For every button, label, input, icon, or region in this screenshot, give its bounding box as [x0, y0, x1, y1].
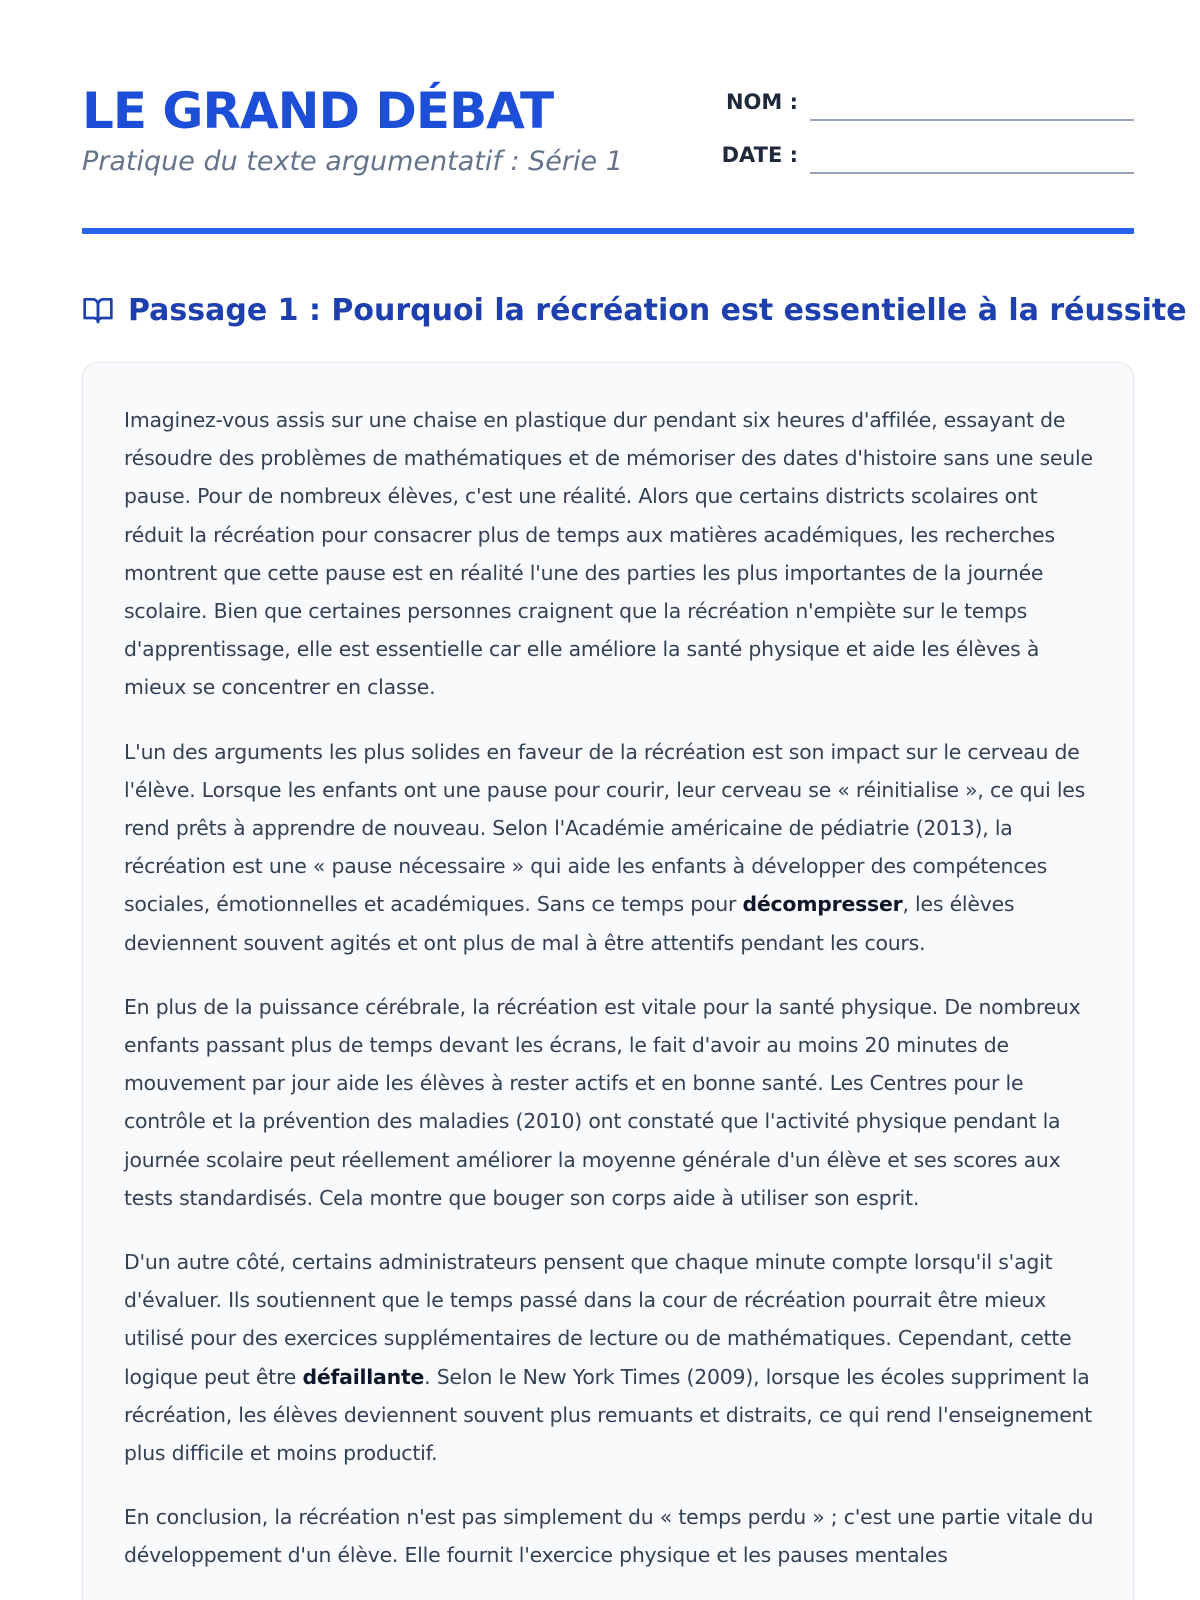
worksheet-page: [82, 0, 1187, 1600]
vocabulary-word: décompresser: [742, 892, 903, 917]
passage-paragraph-3: En plus de la puissance cérébrale, la récréation est vitale pour la santé physique. De nombreux enfants passant plus de temps devant les écrans, le fait d'avoir au moins 20 minutes de mouvement par jour aide les élèves à rester actifs et en bonne santé. Les Centres pour le contrôle et la prévention des maladies (2010) ont constaté que l'activité physique pendant la journée scolaire peut réellement améliorer la moyenne générale d'un élève et ses scores aux tests standardisés. Cela montre que bouger son corps aide à utiliser son esprit.: [124, 994, 1081, 1210]
passage-paragraph-4: [124, 1243, 1095, 1472]
vocabulary-word: défaillante: [302, 1364, 425, 1389]
passage-heading: [82, 290, 1187, 330]
paragraph-text: L'un des arguments les plus solides en faveur de la récréation est son impact sur le cerveau de l'élève. Lorsque les enfants ont une pause pour courir, leur cerveau se « réinitialise », ce qui les rend prêts à apprendre de nouveau. Selon l'Académie américaine de pédiatrie (2013), la récréation est une « pause nécessaire » qui aide les enfants à développer des compétences sociales, émotionnelles et académiques. Sans ce temps pour: [124, 739, 1086, 917]
name-input-line[interactable]: [810, 119, 1134, 121]
name-label: NOM :: [725, 90, 798, 114]
worksheet-title: LE GRAND DÉBAT: [82, 82, 554, 140]
header-divider: [82, 228, 1134, 234]
open-book-icon: [82, 294, 114, 326]
date-field[interactable]: [722, 139, 1134, 181]
date-label: DATE :: [721, 143, 798, 167]
paragraph-text: D'un autre côté, certains administrateurs pensent que chaque minute compte lorsqu'il s'agit d'évaluer. Ils soutiennent que le temps passé dans la cour de récréation pourrait être mieux utilisé pour des exercices supplémentaires de lecture ou de mathématiques. Cependant, cette logique peut être: [124, 1250, 1072, 1389]
paragraph-text: , les élèves deviennent souvent agités et ont plus de mal à être attentifs pendant les cours.: [124, 892, 1015, 955]
date-input-line[interactable]: [810, 172, 1134, 174]
worksheet-subtitle: Pratique du texte argumentatif : Série 1: [82, 146, 623, 177]
passage-paragraph-1: Imaginez-vous assis sur une chaise en plastique dur pendant six heures d'affilée, essayant de résoudre des problèmes de mathématiques et de mémoriser des dates d'histoire sans une seule pause. Pour de nombreux élèves, c'est une réalité. Alors que certains districts scolaires ont réduit la récréation pour consacrer plus de temps aux matières académiques, les recherches montrent que cette pause est en réalité l'une des parties les plus importantes de la journée scolaire. Bien que certaines personnes craignent que la récréation n'empiète sur le temps d'apprentissage, elle est essentielle car elle améliore la santé physique et aide les élèves à mieux se concentrer en classe.: [124, 408, 1093, 700]
passage-paragraph-2: [124, 733, 1095, 962]
passage-text-box: [82, 362, 1134, 1600]
worksheet-header: [82, 78, 1134, 238]
paragraph-text: . Selon le New York Times (2009), lorsque les écoles suppriment la récréation, les élèves deviennent souvent plus remuants et distraits, ce qui rend l'enseignement plus difficile et moins productif.: [124, 1364, 1093, 1466]
name-field[interactable]: [722, 86, 1134, 128]
passage-title: Passage 1 : Pourquoi la récréation est essentielle à la réussite: [128, 292, 1187, 328]
passage-paragraph-5: En conclusion, la récréation n'est pas simplement du « temps perdu » ; c'est une partie vitale du développement d'un élève. Elle fournit l'exercice physique et les pauses mentales: [124, 1505, 1094, 1568]
